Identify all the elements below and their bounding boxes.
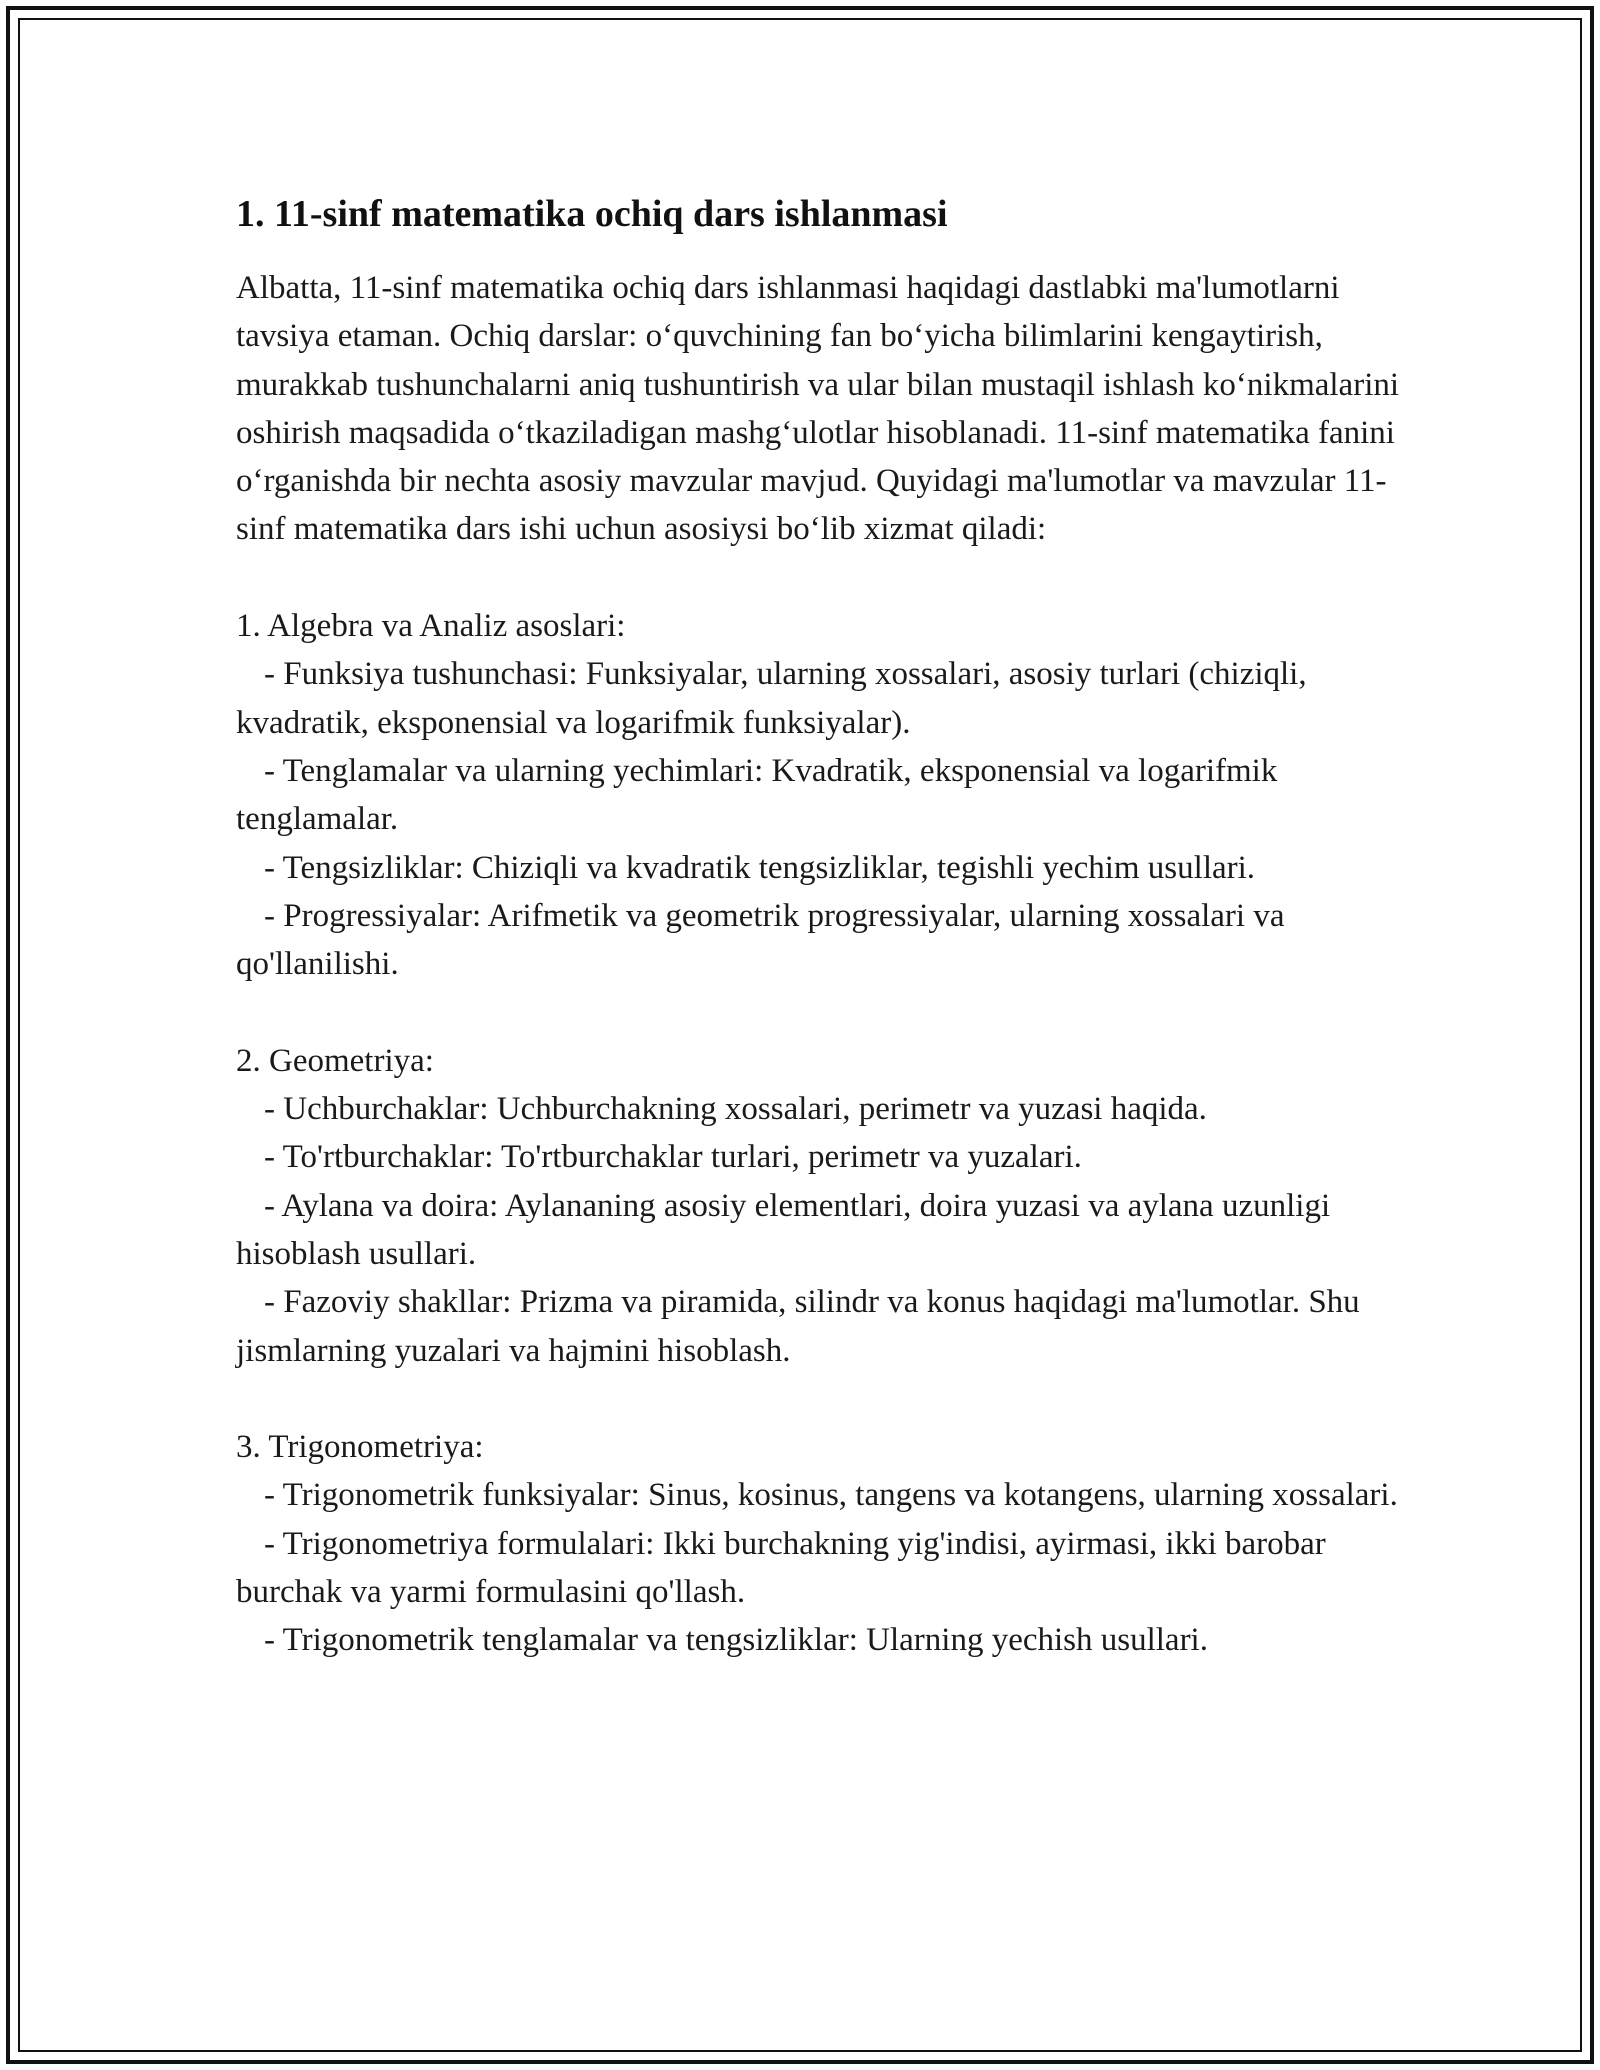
list-item [236, 1471, 1416, 1519]
intro-paragraph: Albatta, 11-sinf matematika ochiq dars ishlanmasi haqidagi dastlabki ma'lumotlarni tavsiya etaman. Ochiq darslar: oʻquvchining fan boʻyicha bilimlarini kengaytirish, murakkab tushunchalarni aniq tushuntirish va ular bilan mustaqil ishlash koʻnikmalarini oshirish maqsadida oʻtkaziladigan mashgʻulotlar hisoblanadi. 11-sinf matematika fanini oʻrganishda bir nechta asosiy mavzular mavjud. Quyidagi ma'lumotlar va mavzular 11-sinf matematika dars ishi uchun asosiysi boʻlib xizmat qiladi: [236, 270, 1400, 548]
dash-marker: - [264, 1139, 283, 1176]
section-geometry [236, 1037, 1416, 1375]
list-item-text: Aylana va doira: Aylananing asosiy elementlari, doira yuzasi va aylana uzunligi hisoblash usullari. [236, 1187, 1331, 1272]
list-item-text: Trigonometriya formulalari: Ikki burchakning yig'indisi, ayirmasi, ikki barobar burchak va yarmi formulasini qo'llash. [236, 1525, 1326, 1611]
spacer [236, 554, 1416, 602]
list-item-text: Funksiya tushunchasi: Funksiyalar, ularning xossalari, asosiy turlari (chiziqli, kvadratik, eksponensial va logarifmik funksiyalar). [236, 656, 1307, 741]
list-item [236, 1182, 1416, 1279]
document-title: 1. 11-sinf matematika ochiq dars ishlanmasi [236, 193, 948, 235]
dash-marker: - [264, 1525, 283, 1562]
dash-marker: - [264, 1477, 283, 1514]
section-heading: 3. Trigonometriya: [236, 1429, 484, 1466]
list-item [236, 1133, 1416, 1181]
list-item [236, 1616, 1416, 1664]
list-item [236, 650, 1416, 747]
section-trigonometry [236, 1423, 1416, 1664]
list-item-text: Uchburchaklar: Uchburchakning xossalari, perimetr va yuzasi haqida. [283, 1091, 1207, 1128]
section-algebra [236, 602, 1416, 988]
spacer [236, 988, 1416, 1036]
list-item [236, 1085, 1416, 1133]
list-item [236, 1520, 1416, 1617]
dash-marker: - [264, 849, 283, 886]
list-item [236, 844, 1416, 892]
list-item-text: Tengsizliklar: Chiziqli va kvadratik tengsizliklar, tegishli yechim usullari. [282, 849, 1256, 886]
list-item-text: To'rtburchaklar: To'rtburchaklar turlari, perimetr va yuzalari. [282, 1139, 1082, 1176]
dash-marker: - [264, 1187, 282, 1224]
list-item [236, 1278, 1416, 1375]
dash-marker: - [264, 1284, 284, 1321]
list-item-text: Trigonometrik funksiyalar: Sinus, kosinus, tangens va kotangens, ularning xossalari. [282, 1477, 1398, 1514]
spacer [236, 1375, 1416, 1423]
document-body [236, 188, 1416, 1665]
list-item-text: Tenglamalar va ularning yechimlari: Kvadratik, eksponensial va logarifmik tenglamalar. [236, 752, 1278, 838]
dash-marker: - [264, 1622, 283, 1659]
dash-marker: - [264, 656, 284, 693]
list-item-text: Progressiyalar: Arifmetik va geometrik progressiyalar, ularning xossalari va qo'llanilishi. [236, 897, 1285, 983]
dash-marker: - [264, 1091, 284, 1128]
list-item-text: Trigonometrik tenglamalar va tengsizliklar: Ularning yechish usullari. [282, 1622, 1208, 1659]
list-item-text: Fazoviy shakllar: Prizma va piramida, silindr va konus haqidagi ma'lumotlar. Shu jismlarning yuzalari va hajmini hisoblash. [236, 1284, 1360, 1369]
section-heading: 2. Geometriya: [236, 1042, 434, 1079]
list-item [236, 747, 1416, 844]
list-item [236, 892, 1416, 989]
dash-marker: - [264, 897, 284, 934]
section-heading: 1. Algebra va Analiz asoslari: [236, 608, 626, 645]
dash-marker: - [264, 752, 283, 789]
